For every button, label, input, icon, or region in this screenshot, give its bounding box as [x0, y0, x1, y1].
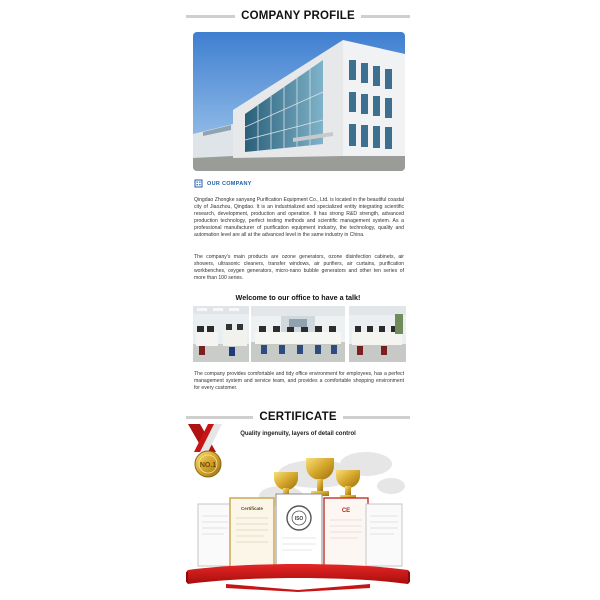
certificate-showcase	[186, 424, 410, 592]
company-profile-title: COMPANY PROFILE	[241, 10, 355, 22]
office-photo-right	[349, 306, 406, 362]
products-paragraph: The company's main products are ozone generators, ozone disinfection cabinets, air showers, ultrasonic cleaners, transfer windows, air purifiers, air curtains, purification workbenches, oxygen generators, micro-nano bubble generators and other ten series of more than 100 series.	[194, 254, 404, 281]
certificate-subtitle: Quality ingenuity, layers of detail control	[240, 431, 356, 437]
ce-card-text: CE	[341, 508, 351, 514]
certificate-card-text: Certificate	[240, 506, 264, 511]
divider	[186, 15, 235, 18]
certificate-title: CERTIFICATE	[259, 411, 337, 423]
iso-card-text: ISO	[294, 516, 304, 522]
building-icon	[194, 179, 203, 188]
company-profile-heading	[186, 7, 410, 25]
our-company-label	[194, 179, 252, 188]
certificate-cards	[198, 494, 402, 572]
office-photo-center	[251, 306, 345, 362]
office-photo-left	[193, 306, 249, 362]
company-intro-paragraph: Qingdao Zhongke sanyang Purification Equipment Co., Ltd. is located in the beautiful coastal city of Jiaozhou, Qingdao. It is an industrialized and specialized entity integrating scientific research, development, production and operation. It has strong R&D strength, advanced production technology, perfect testing methods and scientific management system. As a professional manufacturer of purification equipment industry, the technology, quality and automation level are all at the advanced level in the same industry in China.	[194, 197, 404, 238]
our-company-text: OUR COMPANY	[207, 180, 252, 187]
welcome-heading: Welcome to our office to have a talk!	[235, 293, 361, 302]
divider	[361, 15, 410, 18]
medal-text: NO.1	[199, 462, 217, 469]
divider	[343, 416, 410, 419]
divider	[186, 416, 253, 419]
red-ribbon	[186, 564, 410, 592]
company-building-photo	[193, 32, 405, 171]
office-description-paragraph: The company provides comfortable and tidy office environment for employees, has a perfect management system and service team, and provides a comfortable shopping environment for every customer.	[194, 371, 404, 391]
